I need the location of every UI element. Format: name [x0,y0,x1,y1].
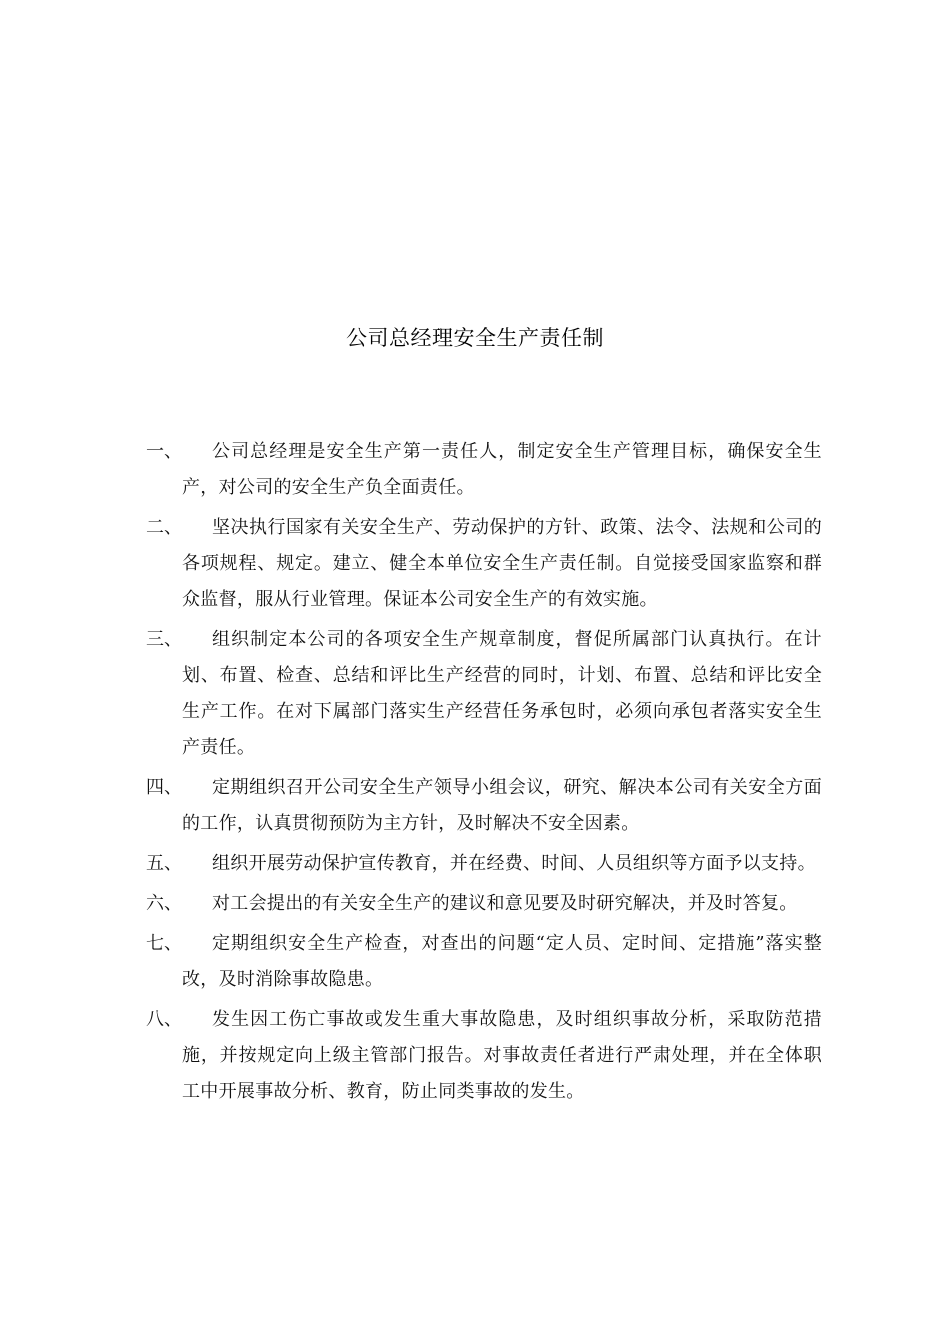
page-title: 公司总经理安全生产责任制 [346,326,604,350]
clause-item [0,622,950,766]
clause-item [0,846,950,882]
clause-number: 七、 [146,933,182,954]
clause-list [0,434,950,1114]
clause-text: 组织制定本公司的各项安全生产规章制度，督促所属部门认真执行。在计划、布置、检查、总结和评比生产经营的同时，计划、布置、总结和评比安全生产工作。在对下属部门落实生产经营任务承包时，必须向承包者落实安全生产责任。 [182,629,822,758]
clause-item [0,770,950,842]
clause-text: 定期组织召开公司安全生产领导小组会议，研究、解决本公司有关安全方面的工作，认真贯彻预防为主方针，及时解决不安全因素。 [182,777,822,834]
clause-text: 发生因工伤亡事故或发生重大事故隐患，及时组织事故分析，采取防范措施，并按规定向上级主管部门报告。对事故责任者进行严肃处理，并在全体职工中开展事故分析、教育，防止同类事故的发生。 [182,1009,822,1102]
clause-item [0,926,950,998]
clause-item [0,1002,950,1110]
clause-text: 对工会提出的有关安全生产的建议和意见要及时研究解决，并及时答复。 [212,893,798,914]
clause-number: 六、 [146,893,182,914]
clause-item [0,510,950,618]
clause-number: 二、 [146,517,182,538]
clause-text: 定期组织安全生产检查，对查出的问题“定人员、定时间、定措施”落实整改，及时消除事故隐患。 [182,933,822,990]
clause-number: 八、 [146,1009,182,1030]
clause-number: 三、 [146,629,182,650]
clause-text: 坚决执行国家有关安全生产、劳动保护的方针、政策、法令、法规和公司的各项规程、规定。建立、健全本单位安全生产责任制。自觉接受国家监察和群众监督，服从行业管理。保证本公司安全生产的有效实施。 [182,517,822,610]
clause-number: 五、 [146,853,182,874]
clause-text: 组织开展劳动保护宣传教育，并在经费、时间、人员组织等方面予以支持。 [212,853,816,874]
clause-item [0,886,950,922]
clause-text: 公司总经理是安全生产第一责任人，制定安全生产管理目标，确保安全生产，对公司的安全生产负全面责任。 [182,441,822,498]
clause-number: 一、 [146,441,182,462]
clause-item [0,434,950,506]
clause-number: 四、 [146,777,182,798]
